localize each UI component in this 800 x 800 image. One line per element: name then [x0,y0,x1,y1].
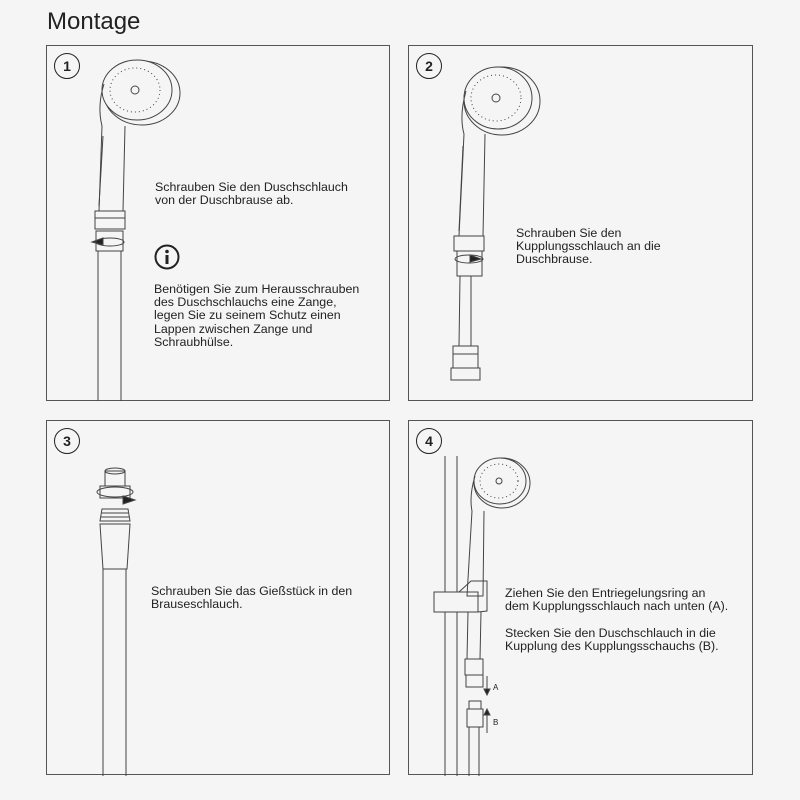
step-4-instruction-b: Stecken Sie den Duschschlauch in die Kupplung des Kupplungsschauchs (B). [505,626,719,654]
step-3-panel [46,420,390,775]
step-2-instruction: Schrauben Sie den Kupplungsschlauch an die Duschbrause. [516,226,661,267]
step-1-instruction: Schrauben Sie den Duschschlauch von der Duschbrause ab. [155,180,348,208]
step-1-note: Benötigen Sie zum Herausschrauben des Duschschlauchs eine Zange, legen Sie zu seinem Schutz einen Lappen zwischen Zange und Schraubhülse. [154,282,360,349]
label-a: A [493,683,499,692]
step-3-instruction: Schrauben Sie das Gießstück in den Brauseschlauch. [151,584,353,612]
label-b: B [493,718,499,727]
step-1-number: 1 [54,53,80,79]
page-title: Montage [47,8,141,35]
step-4-panel [408,420,753,775]
info-icon [154,244,180,270]
step-2-panel [408,45,753,401]
step-4-number: 4 [416,428,442,454]
step-1-panel [46,45,390,401]
step-4-instruction-a: Ziehen Sie den Entriegelungsring an dem Kupplungsschlauch nach unten (A). [505,586,729,614]
step-3-number: 3 [54,428,80,454]
step-2-shower-illustration [409,46,754,402]
step-2-number: 2 [416,53,442,79]
